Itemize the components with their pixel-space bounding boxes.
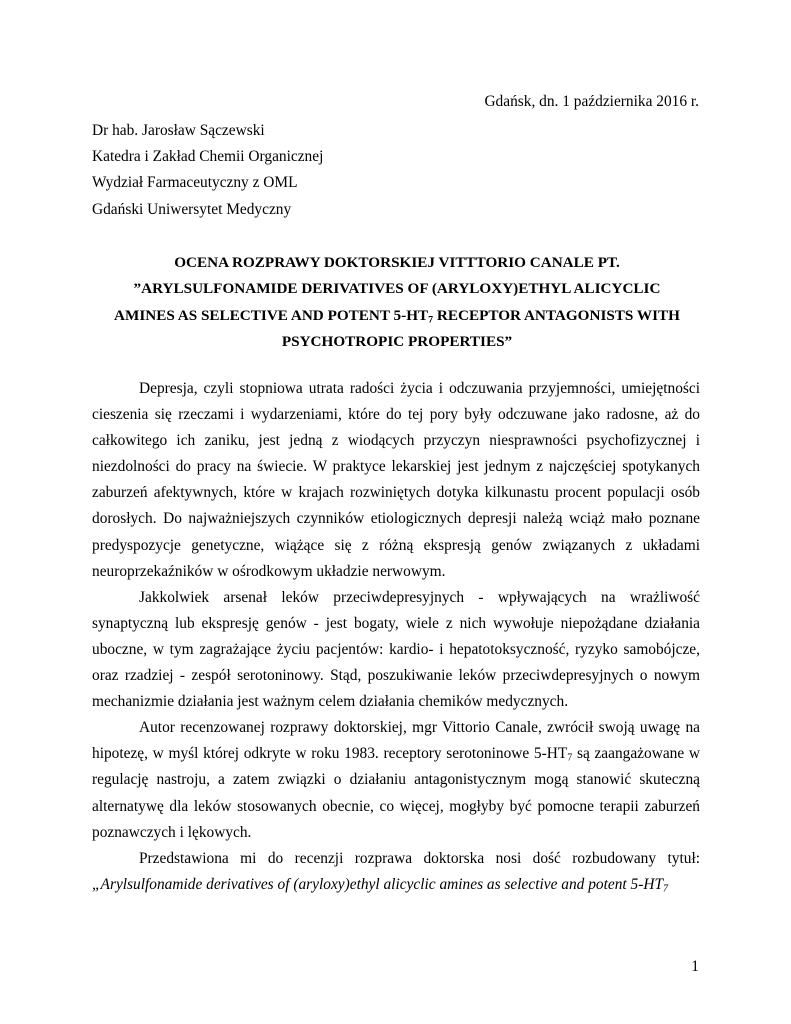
title-subscript: 7 [428, 314, 434, 326]
author-block [92, 118, 323, 223]
author-faculty: Wydział Farmaceutyczny z OML [92, 174, 298, 192]
title-line-3 [92, 303, 702, 329]
paragraph-3-subscript: 7 [567, 752, 573, 764]
dissertation-title-italic [92, 876, 668, 893]
author-department: Katedra i Zakład Chemii Organicznej [92, 148, 324, 166]
body-text [92, 376, 700, 898]
dissertation-title-subscript: 7 [663, 883, 669, 895]
paragraph-3 [92, 715, 700, 845]
page-number: 1 [691, 958, 699, 975]
title-line-3-end: RECEPTOR ANTAGONISTS WITH [433, 306, 680, 324]
paragraph-1: Depresja, czyli stopniowa utrata radości życia i odczuwania przyjemności, umiejętności cieszenia się rzeczami i wydarzeniami, które do tej pory były odczuwane jako radosne, aż do całkowitego ich zaniku, jest jedną z wiodących przyczyn niesprawności psychofizycznej i niezdolności do pracy na świecie. W praktyce lekarskiej jest jednym z najczęściej spotykanych zaburzeń afektywnych, które w krajach rozwiniętych dotyka kilkunastu procent populacji osób dorosłych. Do najważniejszych czynników etiologicznych depresji należą wciąż mało poznane predyspozycje genetyczne, wiążące się z różną ekspresją genów związanych z układami neuroprzekaźników w ośrodkowym układzie nerwowym. [92, 380, 700, 580]
author-name: Dr hab. Jarosław Sączewski [92, 122, 265, 139]
title-line-1: OCENA ROZPRAWY DOKTORSKIEJ VITTTORIO CANALE PT. [174, 254, 620, 271]
dissertation-title-text: „Arylsulfonamide derivatives of (aryloxy)ethyl alicyclic amines as selective and potent 5-HT [92, 875, 664, 893]
title-line-3-start: AMINES AS SELECTIVE AND POTENT 5-HT [114, 306, 429, 324]
paragraph-3-end: są zaangażowane w regulację nastroju, a zatem związki o działaniu antagonistycznym mogą stanowić skuteczną alternatywę dla leków stosowanych obecnie, co więcej, mogłyby być pomocne terapii zaburzeń poznawczych i lękowych. [92, 745, 700, 841]
title-line-4: PSYCHOTROPIC PROPERTIES” [281, 332, 513, 350]
paragraph-2: Jakkolwiek arsenał leków przeciwdepresyjnych - wpływających na wrażliwość synaptyczną lub ekspresję genów - jest bogaty, wiele z nich wywołuje niepożądane działania uboczne, w tym zagrażające życiu pacjentów: kardio- i hepatotoksyczność, ryzyko samobójcze, oraz rzadziej - zespół serotoninowy. Stąd, poszukiwanie leków przeciwdepresyjnych o nowym mechanizmie działania jest ważnym celem działania chemików medycznych. [92, 588, 700, 711]
title-line-2: ”ARYLSULFONAMIDE DERIVATIVES OF (ARYLOXY)ETHYL ALICYCLIC [133, 280, 661, 298]
author-university: Gdański Uniwersytet Medyczny [92, 200, 292, 218]
paragraph-4 [92, 846, 700, 898]
paragraph-3-start: Autor recenzowanej rozprawy doktorskiej, mgr Vittorio Canale, zwrócił swoją uwagę na hipotezę, w myśl której odkryte w roku 1983. receptory serotoninowe 5-HT [92, 719, 700, 763]
paragraph-4-start: Przedstawiona mi do recenzji rozprawa doktorska nosi dość rozbudowany tytuł: [139, 849, 700, 867]
date-line: Gdańsk, dn. 1 października 2016 r. [484, 93, 699, 110]
review-title [92, 250, 702, 355]
